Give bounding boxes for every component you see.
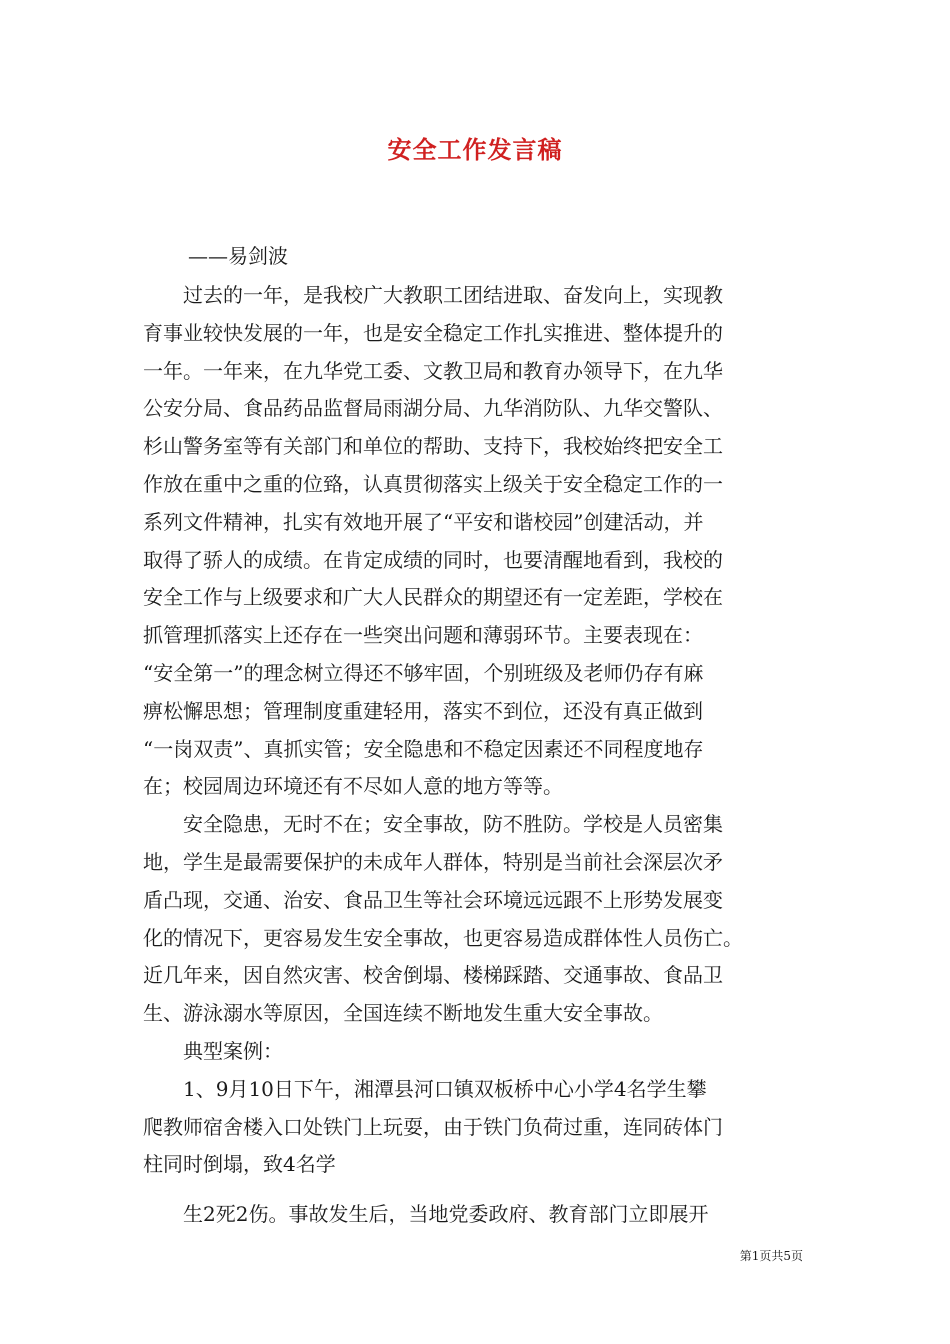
paragraph-line: 公安分局、食品药品监督局雨湖分局、九华消防队、九华交警队、	[143, 396, 723, 421]
paragraph-line: 过去的一年，是我校广大教职工团结进取、奋发向上，实现教	[183, 283, 723, 307]
paragraph-line: 盾凸现，交通、治安、食品卫生等社会环境远远跟不上形势发展变	[143, 887, 723, 912]
paragraph-line: 化的情况下，更容易发生安全事故，也更容易造成群体性人员伤亡。	[143, 925, 743, 950]
paragraph-line: 柱同时倒塌，致4名学	[143, 1152, 336, 1177]
paragraph-line: 安全工作与上级要求和广大人民群众的期望还有一定差距，学校在	[143, 585, 723, 610]
body-text	[143, 277, 823, 1234]
paragraph-line: 近几年来，因自然灾害、校舍倒塌、楼梯踩踏、交通事故、食品卫	[143, 963, 723, 988]
paragraph-gap	[143, 1184, 823, 1196]
paragraph-line: 育事业较快发展的一年，也是安全稳定工作扎实推进、整体提升的	[143, 320, 723, 345]
paragraph-line: 生2死2伤。事故发生后，当地党委政府、教育部门立即展开	[183, 1202, 709, 1227]
paragraph-line: 痹松懈思想；管理制度重建轻用，落实不到位，还没有真正做到	[143, 698, 703, 723]
paragraph-line: 1、9月10日下午，湘潭县河口镇双板桥中心小学4名学生攀	[183, 1076, 707, 1101]
page-title: 安全工作发言稿	[387, 135, 563, 164]
paragraph-line: “一岗双责”、真抓实管；安全隐患和不稳定因素还不同程度地存	[143, 736, 704, 761]
paragraph-line: 一年。一年来，在九华党工委、文教卫局和教育办领导下，在九华	[143, 358, 723, 383]
paragraph-line: 在；校园周边环境还有不尽如人意的地方等等。	[143, 774, 563, 799]
paragraph-line: 典型案例：	[183, 1038, 283, 1063]
paragraph-line: 取得了骄人的成绩。在肯定成绩的同时，也要清醒地看到，我校的	[143, 547, 723, 572]
paragraph-line: “安全第一”的理念树立得还不够牢固，个别班级及老师仍存有麻	[143, 660, 704, 685]
page-number: 第1页共5页	[739, 1249, 803, 1263]
paragraph-line: 系列文件精神，扎实有效地开展了“平安和谐校园”创建活动，并	[143, 509, 704, 534]
paragraph-line: 作放在重中之重的位臵，认真贯彻落实上级关于安全稳定工作的一	[143, 471, 723, 496]
paragraph-line: 爬教师宿舍楼入口处铁门上玩耍，由于铁门负荷过重，连同砖体门	[143, 1114, 723, 1139]
paragraph-line: 地，学生是最需要保护的未成年人群体，特别是当前社会深层次矛	[143, 849, 723, 874]
author-line: ——易剑波	[188, 244, 288, 268]
paragraph-line: 抓管理抓落实上还存在一些突出问题和薄弱环节。主要表现在：	[143, 623, 703, 648]
paragraph-line: 杉山警务室等有关部门和单位的帮助、支持下，我校始终把安全工	[143, 434, 723, 459]
paragraph-line: 生、游泳溺水等原因，全国连续不断地发生重大安全事故。	[143, 1001, 663, 1026]
paragraph-line: 安全隐患，无时不在；安全事故，防不胜防。学校是人员密集	[183, 812, 723, 837]
